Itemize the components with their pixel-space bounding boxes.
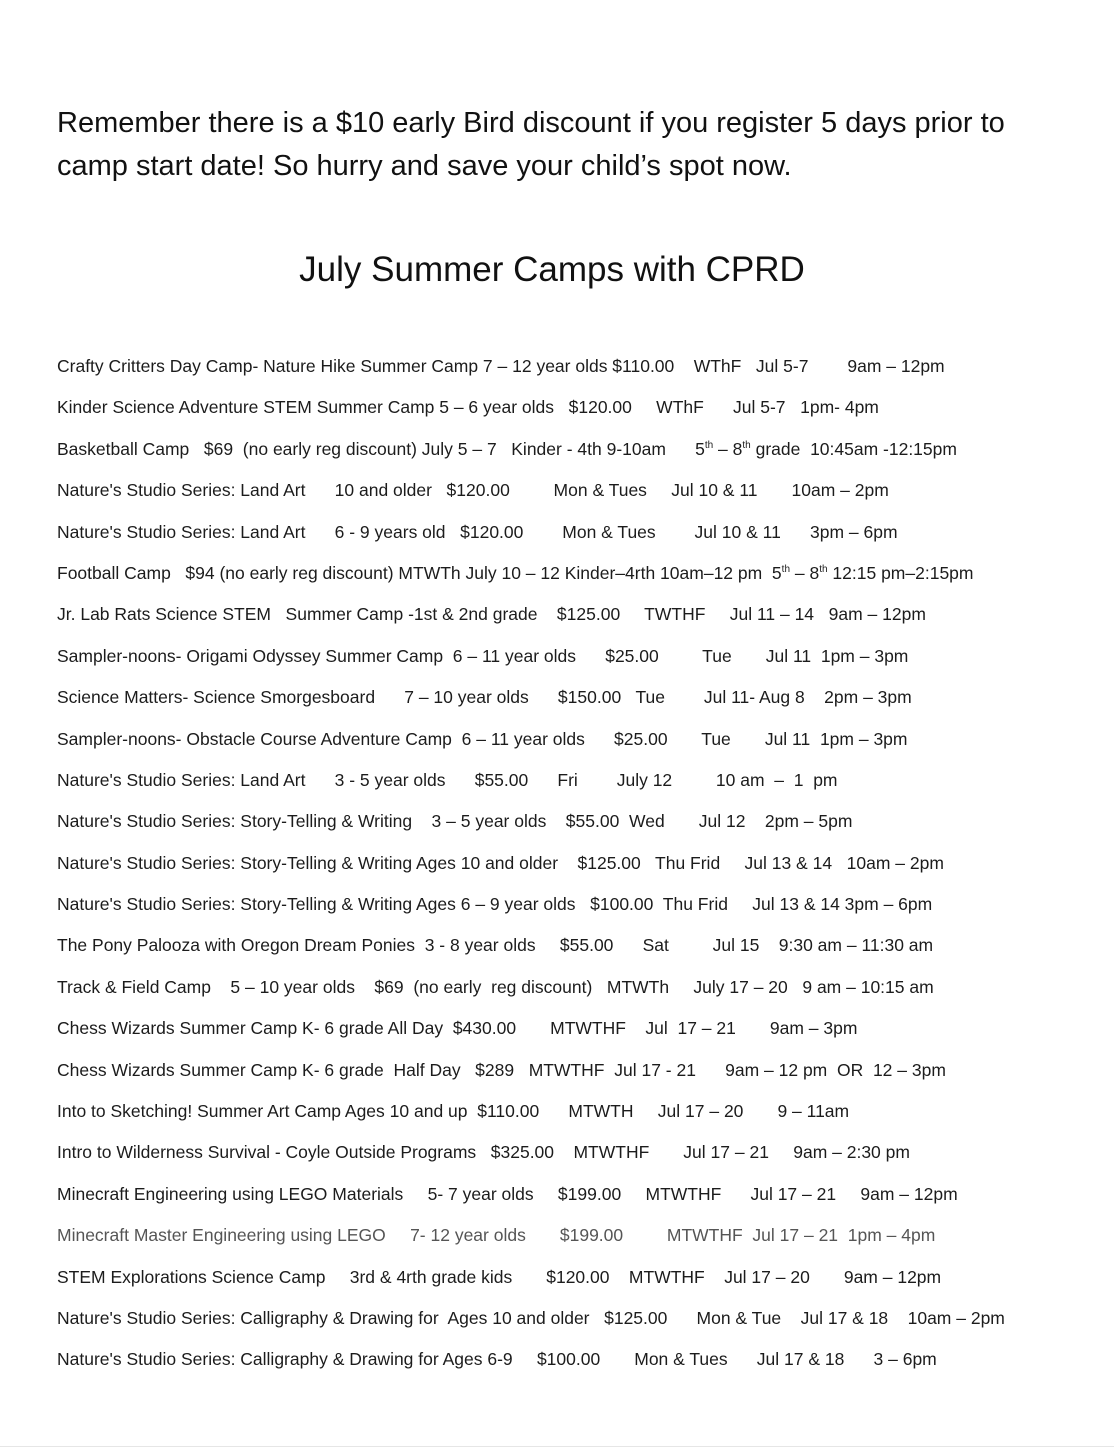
camp-row: Sampler-noons- Origami Odyssey Summer Camp 6 – 11 year olds $25.00 Tue Jul 11 1pm – 3pm: [57, 645, 909, 666]
camp-row: Nature's Studio Series: Land Art 3 - 5 year olds $55.00 Fri July 12 10 am – 1 pm: [57, 769, 838, 790]
camp-row: Kinder Science Adventure STEM Summer Camp 5 – 6 year olds $120.00 WThF Jul 5-7 1pm- 4pm: [57, 397, 879, 418]
camp-row: Track & Field Camp 5 – 10 year olds $69 (no early reg discount) MTWTh July 17 – 20 9 am – 10:15 am: [57, 976, 934, 997]
camp-row: Intro to Wilderness Survival - Coyle Outside Programs $325.00 MTWTHF Jul 17 – 21 9am – 2:30 pm: [57, 1142, 910, 1163]
camp-row: Crafty Critters Day Camp- Nature Hike Summer Camp 7 – 12 year olds $110.00 WThF Jul 5-7 9am – 12pm: [57, 356, 945, 376]
camp-row: STEM Explorations Science Camp 3rd & 4rth grade kids $120.00 MTWTHF Jul 17 – 20 9am – 12pm: [57, 1266, 942, 1287]
early-bird-notice: [57, 102, 1077, 188]
camp-row: Nature's Studio Series: Calligraphy & Drawing for Ages 6-9 $100.00 Mon & Tues Jul 17 & 18 3 – 6pm: [57, 1349, 937, 1370]
page-bottom-edge: [0, 1446, 1114, 1447]
ordinal-suffix: th: [781, 563, 791, 575]
camp-row: [57, 559, 1107, 600]
ordinal-suffix: th: [819, 563, 828, 575]
camp-row: Minecraft Master Engineering using LEGO 7- 12 year olds $199.00 MTWTHF Jul 17 – 21 1pm – 4pm: [57, 1225, 936, 1246]
camp-row: Nature's Studio Series: Story-Telling & Writing 3 – 5 year olds $55.00 Wed Jul 12 2pm – 5pm: [57, 811, 853, 832]
notice-line-1: Remember there is a $10 early Bird discount if you register 5 days prior to: [57, 107, 1005, 139]
camp-row: Jr. Lab Rats Science STEM Summer Camp -1st & 2nd grade $125.00 TWTHF Jul 11 – 14 9am – 12pm: [57, 604, 926, 625]
camp-row: Nature's Studio Series: Land Art 6 - 9 years old $120.00 Mon & Tues Jul 10 & 11 3pm – 6pm: [57, 521, 898, 542]
camp-row: Nature's Studio Series: Story-Telling & Writing Ages 10 and older $125.00 Thu Frid Jul 13 & 14 10am – 2pm: [57, 852, 944, 873]
ordinal-suffix: th: [704, 439, 714, 451]
page-title: July Summer Camps with CPRD: [299, 250, 805, 289]
camp-row: Nature's Studio Series: Story-Telling & Writing Ages 6 – 9 year olds $100.00 Thu Frid Jul 13 & 14 3pm – 6pm: [57, 894, 933, 915]
camp-row: Science Matters- Science Smorgesboard 7 – 10 year olds $150.00 Tue Jul 11- Aug 8 2pm – 3pm: [57, 687, 912, 708]
camp-row: Sampler-noons- Obstacle Course Adventure Camp 6 – 11 year olds $25.00 Tue Jul 11 1pm – 3pm: [57, 728, 908, 749]
camp-row-text: Football Camp $94 (no early reg discount) MTWTh July 10 – 12 Kinder–4rth 10am–12 pm 5: [57, 562, 782, 583]
camp-row: Chess Wizards Summer Camp K- 6 grade All Day $430.00 MTWTHF Jul 17 – 21 9am – 3pm: [57, 1018, 858, 1039]
notice-line-2: camp start date! So hurry and save your child’s spot now.: [57, 150, 792, 182]
camp-row-text: – 8: [713, 438, 743, 459]
ordinal-suffix: th: [742, 439, 751, 451]
camp-row-text: 12:15 pm–2:15pm: [827, 562, 974, 583]
camp-row: Into to Sketching! Summer Art Camp Ages 10 and up $110.00 MTWTH Jul 17 – 20 9 – 11am: [57, 1101, 850, 1122]
camp-row: [57, 435, 1107, 476]
camp-row-text: – 8: [790, 562, 820, 583]
camp-row-text: Basketball Camp $69 (no early reg discount) July 5 – 7 Kinder - 4th 9-10am 5: [57, 438, 705, 459]
camp-row: Minecraft Engineering using LEGO Materials 5- 7 year olds $199.00 MTWTHF Jul 17 – 21 9am – 12pm: [57, 1183, 958, 1204]
camp-row: Chess Wizards Summer Camp K- 6 grade Half Day $289 MTWTHF Jul 17 - 21 9am – 12 pm OR 12 – 3pm: [57, 1059, 946, 1080]
camp-row-text: grade 10:45am -12:15pm: [750, 438, 957, 459]
camp-row: Nature's Studio Series: Land Art 10 and older $120.00 Mon & Tues Jul 10 & 11 10am – 2pm: [57, 480, 889, 501]
camp-row: The Pony Palooza with Oregon Dream Ponies 3 - 8 year olds $55.00 Sat Jul 15 9:30 am – 11:30 am: [57, 935, 934, 956]
camp-list: [57, 352, 1107, 1384]
camp-row: Nature's Studio Series: Calligraphy & Drawing for Ages 10 and older $125.00 Mon & Tue Jul 17 & 18 10am – 2pm: [57, 1307, 1005, 1328]
